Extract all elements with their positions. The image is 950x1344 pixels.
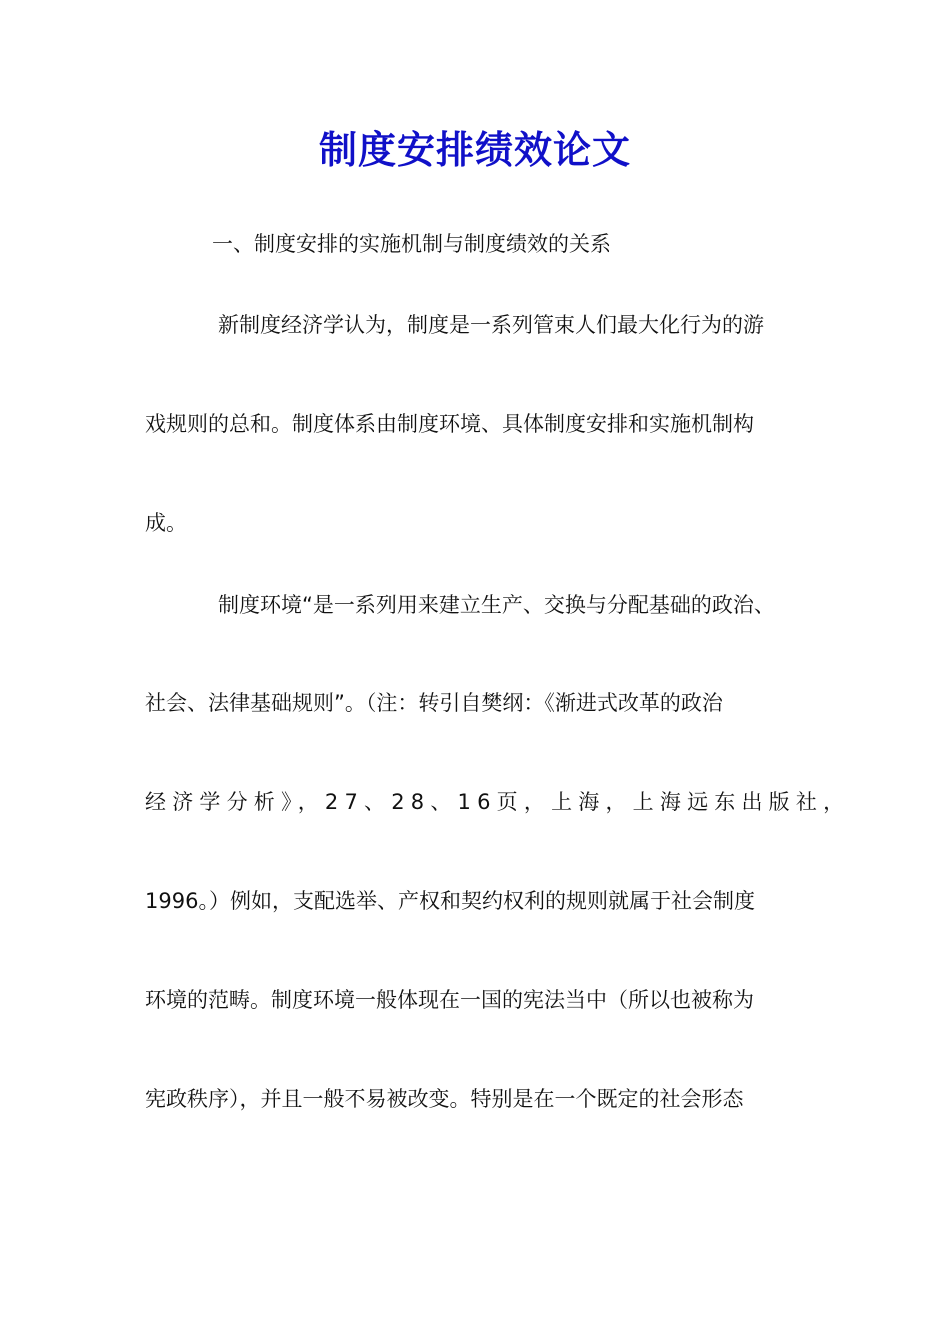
paragraph-line: 戏规则的总和。制度体系由制度环境、具体制度安排和实施机制构 — [145, 412, 754, 436]
paragraph-line: 1996。）例如，支配选举、产权和契约权利的规则就属于社会制度 — [145, 889, 755, 913]
paragraph-line: 环境的范畴。制度环境一般体现在一国的宪法当中（所以也被称为 — [145, 988, 754, 1012]
section-heading: 一、制度安排的实施机制与制度绩效的关系 — [212, 232, 611, 256]
paragraph-line: 经济学分析》，27、28、16页，上海，上海远东出版社， — [145, 790, 851, 814]
paragraph-line: 制度环境“是一系列用来建立生产、交换与分配基础的政治、 — [218, 593, 775, 617]
paragraph-line: 宪政秩序），并且一般不易被改变。特别是在一个既定的社会形态 — [145, 1087, 744, 1111]
paragraph-line: 成。 — [145, 511, 187, 535]
paragraph-line: 新制度经济学认为，制度是一系列管束人们最大化行为的游 — [218, 313, 764, 337]
paragraph-line: 社会、法律基础规则”。（注：转引自樊纲：《渐进式改革的政治 — [145, 691, 723, 715]
document-title: 制度安排绩效论文 — [318, 128, 631, 172]
